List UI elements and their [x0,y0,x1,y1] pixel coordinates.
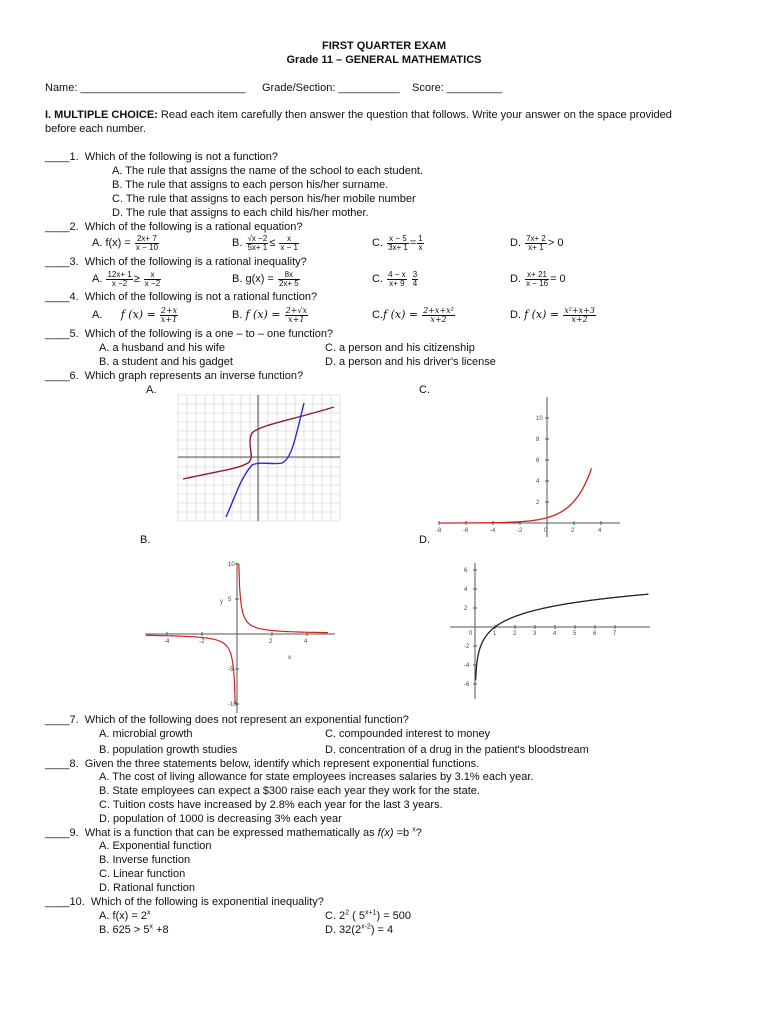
q7-choice-d: D. concentration of a drug in the patient's bloodstream [325,744,589,756]
y-tick-label: 10 [228,562,235,568]
answer-blank[interactable]: ____3. [45,256,79,268]
answer-blank[interactable]: ____8. [45,758,79,770]
q4-choice-a: A. f (x) = $\frac{2+x}{x+1}$ [92,305,178,324]
q5-choice-c: C. a person and his citizenship [325,342,475,354]
x-tick-label: 5 [573,631,577,637]
graph-a [178,395,340,521]
q2-choice-a: A. f(x) = $\frac{2x+ 7}{x - 10}$ [92,233,158,252]
question-10 [45,896,324,909]
graph-a-blue-curve [226,403,304,517]
graph-c [436,392,620,540]
x-tick-label: 4 [553,631,557,637]
graph-b-label: B. [140,534,151,546]
answer-blank[interactable]: ____1. [45,151,79,163]
q10-choice-b: B. $625 > 5^x +8$ [99,923,169,936]
y-tick-label: 6 [464,568,468,574]
graph-d-log-curve [476,594,649,680]
q3-choice-c: C. $\frac{4 - x}{x+ 9}$ $\frac{3}{4}$ [372,269,418,288]
q1-choice-a: A. The rule that assigns the name of the school to each student. [112,165,424,177]
question-1 [45,151,278,164]
y-tick-label: 4 [536,479,540,485]
name-field[interactable]: Name: ___________________________ [45,82,246,94]
q2-choice-b: B. $\frac{√x -2}{5x+ 1}$ ≤ $\frac{x}{x - 1}$ [232,233,298,252]
q5-choice-a: A. a husband and his wife [99,342,225,354]
x-tick-label: 7 [613,631,617,637]
question-text: Which of the following is exponential inequality? [90,896,324,908]
question-9: ____9. What is a function that can be expressed mathematically as f(x) =b $^x$? [45,826,422,839]
question-text: Which of the following is a rational inequality? [84,256,307,268]
y-tick-label: -2 [464,644,470,650]
exam-subtitle: Grade 11 – GENERAL MATHEMATICS [286,54,482,66]
graph-c-ticks [436,416,602,534]
q7-choice-c: C. compounded interest to money [325,728,491,740]
graph-c-exponential-curve [439,468,592,523]
y-tick-label: 2 [536,500,540,506]
q1-choice-b: B. The rule that assigns to each person his/her surname. [112,179,389,191]
answer-blank[interactable]: ____5. [45,328,79,340]
answer-blank[interactable]: ____9. [45,827,79,839]
question-text: Which of the following does not represent an exponential function? [84,714,409,726]
question-text: Which of the following is a one – to – one function? [84,328,334,340]
question-text: Which of the following is not a function? [84,151,279,163]
graph-a-grid [178,395,340,521]
graph-d-ticks [464,568,617,688]
grade-field[interactable]: Grade/Section: __________ [262,82,400,94]
answer-blank[interactable]: ____2. [45,221,79,233]
answer-blank[interactable]: ____4. [45,291,79,303]
graph-b-ticks [164,562,308,708]
y-tick-label: -4 [464,663,470,669]
q9-choice-c: C. Linear function [99,868,186,880]
y-tick-label: -6 [464,682,470,688]
graph-b-x-label: x [288,655,291,661]
q8-choice-d: D. population of 1000 is decreasing 3% each year [99,813,342,825]
q10-choice-a: A. $f(x) = 2^x$ [99,909,151,922]
q5-choice-d: D. a person and his driver's license [325,356,496,368]
x-tick-label: 3 [533,631,537,637]
graph-b [145,563,335,713]
graph-d-label: D. [419,534,430,546]
x-tick-label: 2 [513,631,517,637]
question-text: Which of the following is not a rational function? [84,291,318,303]
x-tick-label: -4 [490,528,496,534]
x-tick-label: -8 [436,528,442,534]
question-text: Which of the following is a rational equation? [84,221,303,233]
x-tick-label: -2 [199,639,205,645]
question-4 [45,291,317,304]
question-5 [45,328,333,341]
x-tick-label: 4 [598,528,602,534]
q1-choice-d: D. The rule that assigns to each child his/her mother. [112,207,369,219]
answer-blank[interactable]: ____7. [45,714,79,726]
x-tick-label: 6 [593,631,597,637]
q9-choice-b: B. Inverse function [99,854,191,866]
q8-choice-a: A. The cost of living allowance for state employees increases salaries by 3.1% each year. [99,771,534,783]
q3-choice-a: A. $\frac{12x+ 1}{x -2}$ ≥ $\frac{x}{x -2}$ [92,269,161,288]
y-tick-label: 5 [228,597,232,603]
answer-blank[interactable]: ____10. [45,896,85,908]
x-tick-label: -4 [164,639,170,645]
x-tick-label: -6 [463,528,469,534]
x-tick-label: -2 [517,528,523,534]
y-tick-label: 10 [536,416,543,422]
q2-choice-c: C. $\frac{x - 5}{3x+ 1}$ = $\frac{1}{x}$ [372,233,423,252]
x-tick-label: 4 [304,639,308,645]
question-text: What is a function that can be expressed mathematically as [84,827,378,839]
q3-choice-d: D. $\frac{x+ 21}{x - 16}$ = 0 [510,269,566,288]
y-tick-label: -10 [228,702,237,708]
section-label: I. MULTIPLE CHOICE: [45,109,158,121]
x-tick-label: 0 [469,631,473,637]
graph-b-right-branch [239,564,328,633]
x-tick-label: 0 [544,528,548,534]
x-tick-label: 2 [269,639,273,645]
instructions-text: Read each item carefully then answer the question that follows. Write your answer on the space provided [157,109,672,121]
score-field[interactable]: Score: _________ [412,82,502,94]
question-7 [45,714,409,727]
q8-choice-c: C. Tuition costs have increased by 2.8% each year for the last 3 years. [99,799,443,811]
x-tick-label: 2 [571,528,575,534]
question-text: Which graph represents an inverse function? [84,370,304,382]
q5-choice-b: B. a student and his gadget [99,356,233,368]
y-tick-label: 2 [464,606,468,612]
question-2 [45,221,302,234]
y-tick-label: 8 [536,437,540,443]
q2-choice-d: D. $\frac{7x+ 2}{x+ 1}$ > 0 [510,233,564,252]
instructions-line-2: before each number. [45,123,146,135]
q4-choice-d: D. f (x) = $\frac{\text{x²+x+3}}{x+2}$ [510,305,595,324]
q8-choice-b: B. State employees can expect a $300 raise each year they work for the state. [99,785,480,797]
q3-choice-b: B. g(x) = $\frac{8x}{2x+ 5}$ [232,269,299,288]
graph-a-label: A. [146,384,157,396]
exam-title: FIRST QUARTER EXAM [321,40,447,52]
instructions-line-1 [45,109,672,122]
answer-blank[interactable]: ____6. [45,370,79,382]
x-tick-label: 1 [493,631,497,637]
q7-choice-b: B. population growth studies [99,744,238,756]
q4-choice-b: B. f (x) = $\frac{2+√x}{x+1}$ [232,305,307,324]
q4-choice-c: C.f (x) = $\frac{\text{2+x+x²}}{x+2}$ [372,305,454,324]
q10-choice-c: C. $2^2$ ( $5^{x+1}) = 500$ [325,909,412,922]
y-tick-label: 4 [464,587,468,593]
q1-choice-c: C. The rule that assigns to each person his/her mobile number [112,193,416,205]
graph-c-label: C. [419,384,430,396]
graph-b-left-branch [146,635,235,704]
q9-choice-a: A. Exponential function [99,840,212,852]
graph-d [450,561,650,701]
question-8 [45,758,479,771]
q10-choice-d: D. $32(2^{x-2}) = 4$ [325,923,394,936]
q9-choice-d: D. Rational function [99,882,195,894]
question-3 [45,256,307,269]
graph-b-y-label: y [220,599,223,605]
q7-choice-a: A. microbial growth [99,728,193,740]
y-tick-label: 6 [536,458,540,464]
question-text: Given the three statements below, identify which represent exponential functions. [84,758,480,770]
question-6 [45,370,303,383]
y-tick-label: -5 [228,667,234,673]
